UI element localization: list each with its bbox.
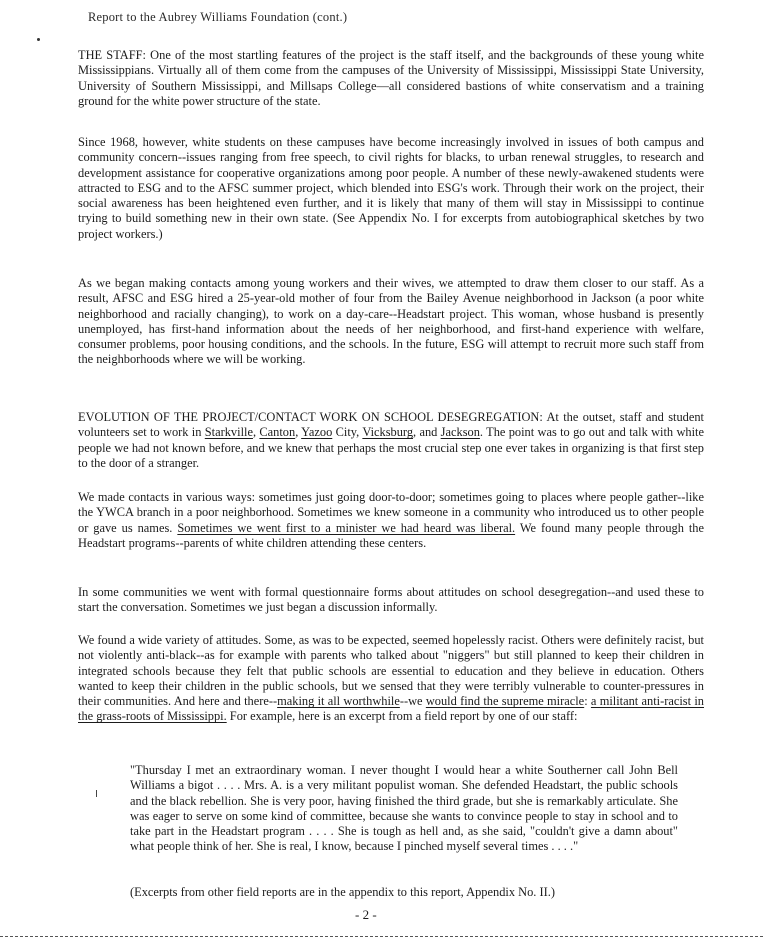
paragraph-the-staff: THE STAFF: One of the most startling features of the project is the staff itself, and the backgrounds of these young white Mississippians. Virtually all of them come from the campuses of the University of Mississippi, Mississippi State University, University of Southern Mississippi, and Millsaps College—all considered bastions of white conservatism and a training ground for the white power structure of the state. (78, 48, 704, 108)
underlined-phrase: a militant anti-racist in the grass-roots of Mississippi. (78, 694, 704, 724)
paragraph-since-1968: Since 1968, however, white students on these campuses have become increasingly involved in issues of both campus and community concern--issues ranging from free speech, to civil rights for blacks, to urban renewal struggles, to research and development assistance for cooperative organizations among poor people. A number of these newly-awakened students were attracted to ESG and to the AFSC summer project, which blended into ESG's work. Through their work on the project, their social awareness has been heightened even further, and it is likely that many of them will stay in Mississippi to continue trying to build something new in their own state. (See Appendix No. I for excerpts from autobiographical sketches by two project workers.) (78, 135, 704, 241)
section-heading: EVOLUTION OF THE PROJECT/CONTACT WORK ON SCHOOL DESEGREGATION: (78, 410, 543, 424)
paragraph-evolution: EVOLUTION OF THE PROJECT/CONTACT WORK ON SCHOOL DESEGREGATION: At the outset, staff and student volunteers set to work in Starkville, Canton, Yazoo City, Vicksburg, and Jackson. The point was to go out and talk with white people we had not known before, and we knew that perhaps the most crucial step one ever takes in organizing is that first step to the door of a stranger. (78, 410, 704, 470)
city-name: Starkville (204, 425, 253, 440)
field-report-quote: "Thursday I met an extraordinary woman. I never thought I would hear a white Southerner call John Bell Williams a bigot . . . . Mrs. A. is a very militant populist woman. She defended Headstart, the public schools and the black rebellion. She is very poor, having finished the third grade, but she is remarkably articulate. She was eager to serve on some kind of committee, because she wants to convince people to stay in school and to take part in the Headstart program . . . . She is tough as hell and, as she said, "couldn't give a damn about" what people think of her. She is real, I know, because I pinched myself several times . . . ." (130, 763, 678, 854)
running-header: Report to the Aubrey Williams Foundation (cont.) (88, 10, 348, 24)
paragraph-attitudes: We found a wide variety of attitudes. Some, as was to be expected, seemed hopelessly racist. Others were definitely racist, but not violently anti-black--as for example with parents who talked about "niggers" but still planned to keep their children in integrated schools because they felt that public schools are essential to education and they believe in education. Others wanted to keep their children in the public schools, but we sensed that they were terribly vulnerable to counter-pressures in their communities. And here and there--making it all worthwhile--we would find the supreme miracle: a militant anti-racist in the grass-roots of Mississippi. For example, here is an excerpt from a field report by one of our staff: (78, 633, 704, 724)
paragraph-contact-ways: We made contacts in various ways: sometimes just going door-to-door; sometimes going to places where people gather--like the YWCA branch in a poor neighborhood. Sometimes we knew someone in a community who introduced us to other people or gave us names. Sometimes we went first to a minister we had heard was liberal. We found many people through the Headstart programs--parents of white children attending these centers. (78, 490, 705, 550)
paragraph-questionnaire: In some communities we went with formal questionnaire forms about attitudes on school desegregation--and used these to start the conversation. Sometimes we just began a discussion informally. (78, 585, 704, 615)
margin-mark (96, 790, 97, 797)
excerpts-note: (Excerpts from other field reports are in the appendix to this report, Appendix No. II.) (130, 885, 555, 899)
page-bottom-border (0, 936, 763, 937)
city-name: Yazoo (301, 425, 333, 440)
paragraph-contacts: As we began making contacts among young workers and their wives, we attempted to draw them closer to our staff. As a result, AFSC and ESG hired a 25-year-old mother of four from the Bailey Avenue neighborhood in Jackson (a poor white neighborhood and racially changing), to work on a day-care--Headstart project. This woman, whose husband is presently unemployed, has first-hand information about the needs of her neighborhood, and first-hand experience with welfare, consumer problems, poor housing conditions, and the schools. In the future, ESG will attempt to recruit more such staff from the neighborhoods where we will be working. (78, 276, 704, 367)
underlined-phrase: Sometimes we went first to a minister we had heard was liberal. (177, 520, 516, 535)
city-name: Canton (259, 425, 296, 440)
page-number: - 2 - (355, 907, 377, 922)
city-name: Vicksburg (362, 425, 414, 440)
underlined-phrase: making it all worthwhile (277, 694, 400, 709)
underlined-phrase: would find the supreme miracle (425, 694, 585, 709)
section-lead: THE STAFF: (78, 48, 146, 62)
city-name: Jackson (440, 425, 480, 440)
margin-mark (37, 38, 40, 41)
